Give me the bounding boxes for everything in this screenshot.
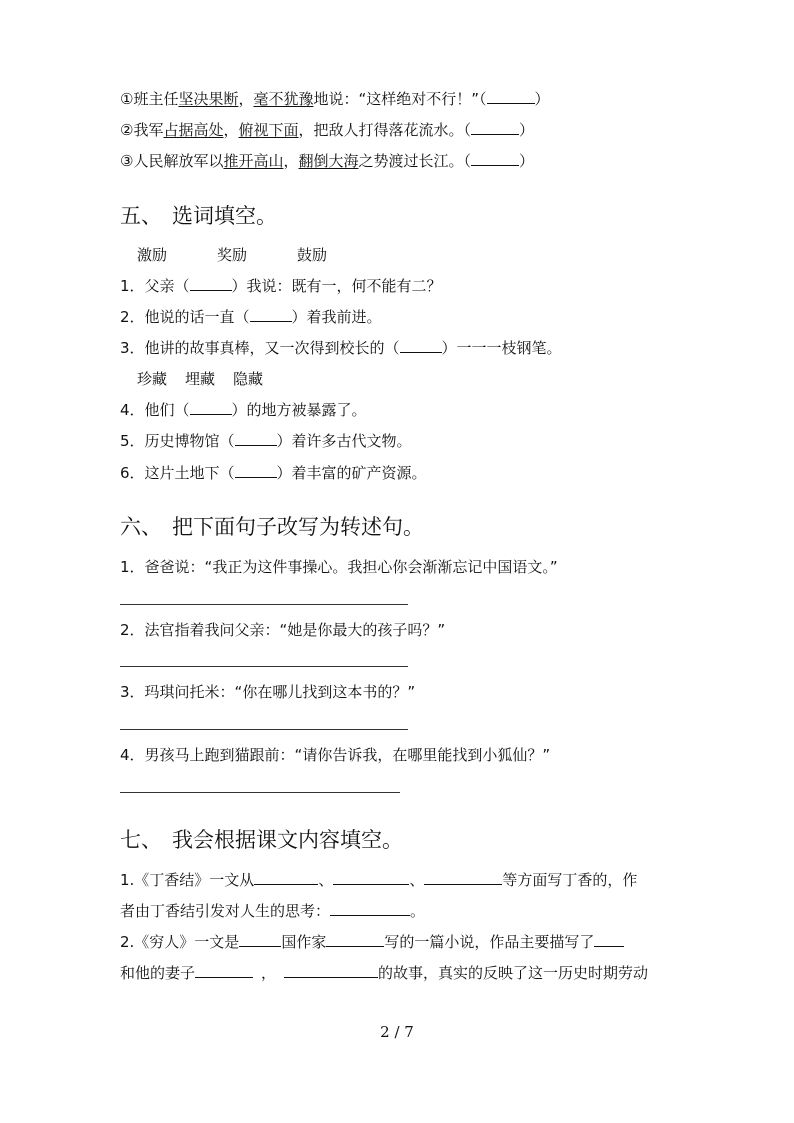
answer-blank[interactable]	[239, 932, 281, 947]
answer-line[interactable]	[120, 792, 400, 793]
s5-item-5: 5．历史博物馆（ ）着许多古代文物。	[120, 432, 412, 450]
word-bank-2	[137, 369, 263, 389]
underlined-phrase: 俯视下面	[238, 121, 299, 139]
word-option: 埋藏	[185, 370, 216, 388]
page-number: 2 / 7	[380, 1023, 414, 1041]
s4-item-3: ③人民解放军以推开高山，翻倒大海之势渡过长江。（ ）	[120, 152, 535, 170]
s4-item-1: ①班主任坚决果断，毫不犹豫地说：“这样绝对不行！”（ ）	[120, 90, 550, 108]
answer-blank[interactable]	[487, 89, 535, 104]
section-7-heading: 七、 我会根据课文内容填空。	[120, 828, 403, 852]
answer-blank[interactable]	[326, 932, 384, 947]
answer-line[interactable]	[120, 729, 408, 730]
s6-item-4: 4．男孩马上跑到猫跟前：“请你告诉我，在哪里能找到小狐仙？”	[120, 746, 551, 764]
answer-blank[interactable]	[235, 431, 277, 446]
s7-q2-line2: 和他的妻子 ， 的故事，真实的反映了这一历史时期劳动	[120, 964, 649, 982]
answer-blank[interactable]	[235, 463, 277, 478]
answer-blank[interactable]	[250, 307, 292, 322]
s5-item-2: 2．他说的话一直（ ）着我前进。	[120, 308, 382, 326]
underlined-phrase: 占据高处	[163, 121, 224, 139]
s5-item-6: 6．这片土地下（ ）着丰富的矿产资源。	[120, 464, 427, 482]
answer-blank[interactable]	[594, 932, 624, 947]
s7-q2-line1: 2.《穷人》一文是 国作家 写的一篇小说，作品主要描写了	[120, 932, 624, 952]
answer-blank[interactable]	[424, 870, 502, 885]
s5-item-1: 1．父亲（ ）我说：既有一，何不能有二？	[120, 277, 442, 295]
answer-blank[interactable]	[330, 901, 410, 916]
word-option: 鼓励	[297, 246, 328, 264]
answer-line[interactable]	[120, 666, 408, 667]
underlined-phrase: 坚决果断	[178, 90, 239, 108]
answer-blank[interactable]	[284, 963, 378, 978]
word-option: 激励	[137, 246, 168, 264]
s6-item-1: 1．爸爸说：“我正为这件事操心。我担心你会渐渐忘记中国语文。”	[120, 558, 558, 576]
answer-blank[interactable]	[254, 870, 318, 885]
s5-item-4: 4．他们（ ）的地方被暴露了。	[120, 401, 367, 419]
answer-blank[interactable]	[190, 276, 232, 291]
s6-item-3: 3．玛琪问托米：“你在哪儿找到这本书的？”	[120, 683, 416, 701]
s7-q1-line2: 者由丁香结引发对人生的思考： 。	[120, 902, 426, 920]
s6-item-2: 2．法官指着我问父亲：“她是你最大的孩子吗？”	[120, 621, 446, 639]
s4-item-2: ②我军占据高处，俯视下面，把敌人打得落花流水。（ ）	[120, 121, 535, 139]
word-option: 奖励	[217, 246, 248, 264]
word-option: 珍藏	[137, 370, 168, 388]
s5-item-3: 3．他讲的故事真棒，又一次得到校长的（ ）一一一枝钢笔。	[120, 339, 562, 357]
underlined-phrase: 推开高山	[223, 152, 284, 170]
answer-blank[interactable]	[190, 400, 232, 415]
underlined-phrase: 毫不犹豫	[253, 90, 314, 108]
answer-blank[interactable]	[471, 151, 519, 166]
answer-blank[interactable]	[333, 870, 409, 885]
word-option: 隐藏	[233, 370, 264, 388]
word-bank-1	[137, 245, 327, 265]
answer-line[interactable]	[120, 604, 408, 605]
answer-blank[interactable]	[195, 963, 253, 978]
section-6-heading: 六、 把下面句子改写为转述句。	[120, 515, 424, 539]
underlined-phrase: 翻倒大海	[298, 152, 359, 170]
answer-blank[interactable]	[471, 120, 519, 135]
section-5-heading: 五、 选词填空。	[120, 204, 277, 228]
answer-blank[interactable]	[400, 338, 442, 353]
s7-q1-line1: 1.《丁香结》一文从 、 、 等方面写丁香的，作	[120, 871, 638, 889]
